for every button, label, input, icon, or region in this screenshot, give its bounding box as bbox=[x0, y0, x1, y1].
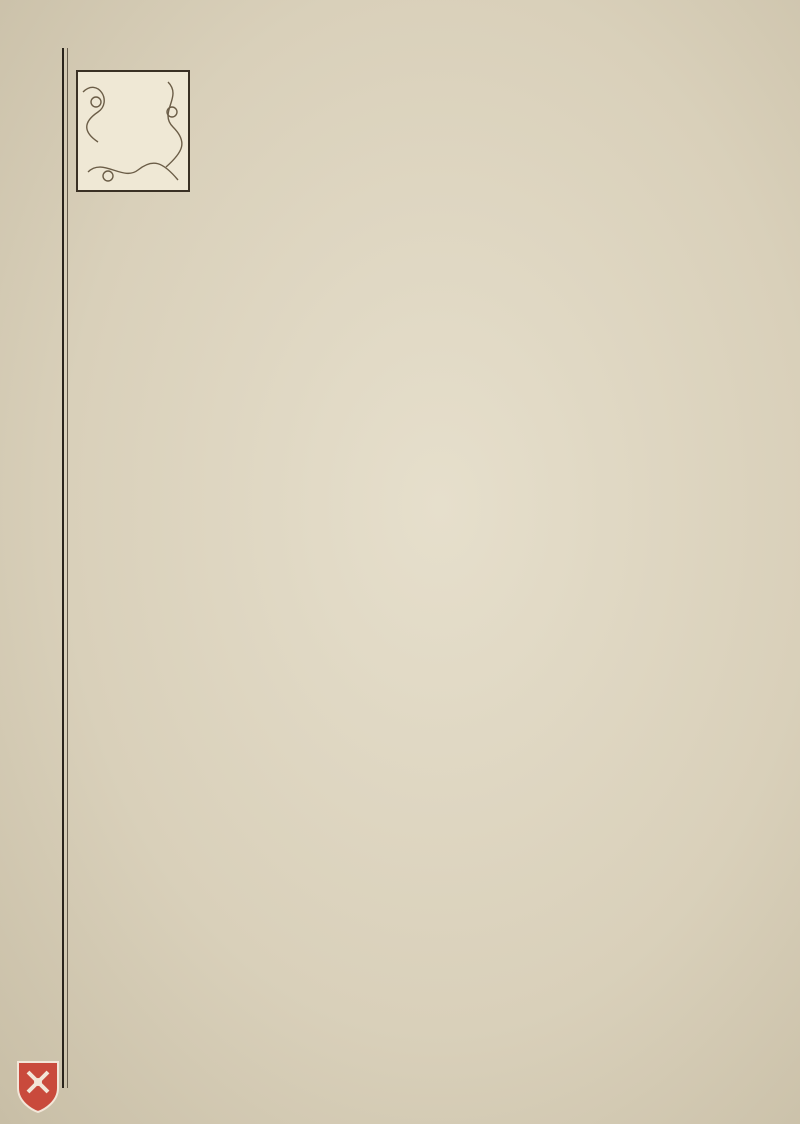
initial-ornament-icon bbox=[78, 72, 188, 190]
decorated-initial bbox=[76, 70, 190, 192]
margin-rule bbox=[62, 48, 64, 1088]
margin-rule-inner bbox=[67, 48, 68, 1088]
shield-logo-icon bbox=[14, 1058, 62, 1114]
